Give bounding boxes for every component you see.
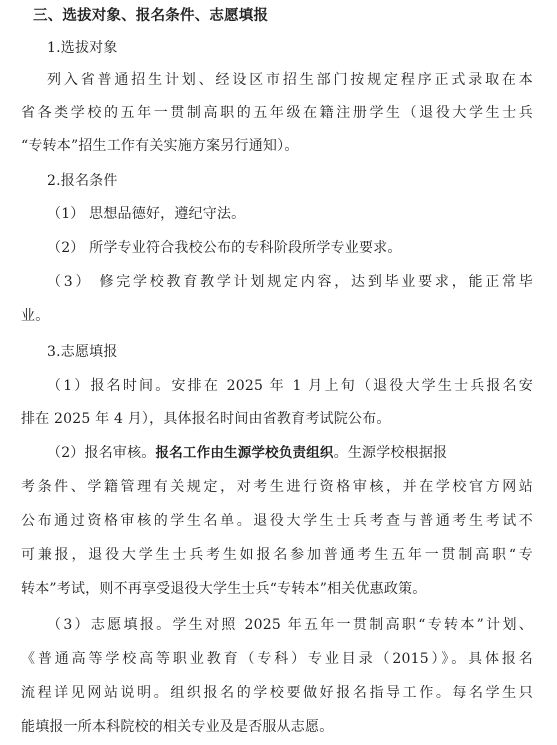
paragraph-line: 能填报一所本科院校的相关专业及是否服从志愿。 xyxy=(21,719,334,735)
section-heading: 三、选拔对象、报名条件、志愿填报 xyxy=(33,8,269,24)
subsection-title-2: 2.报名条件 xyxy=(47,173,118,189)
paragraph-line: 公布通过资格审核的学生名单。退役大学生士兵考查与普通考生考试不 xyxy=(21,513,533,529)
condition-item-1: （1） 思想品德好，遵纪守法。 xyxy=(47,206,246,222)
review-bold-text: 报名工作由生源学校负责组织 xyxy=(155,445,334,461)
subsection-title-3: 3.志愿填报 xyxy=(47,344,118,360)
subsection-title-1: 1.选拔对象 xyxy=(47,40,118,56)
paragraph-line: 可兼报，退役大学生士兵考生如报名参加普通考生五年一贯制高职“专 xyxy=(21,547,533,563)
paragraph-line: 考条件、学籍管理有关规定，对考生进行资格审核，并在学校官方网站 xyxy=(21,479,533,495)
paragraph-line: （3）志愿填报。学生对照 2025 年五年一贯制高职“专转本”计划、 xyxy=(47,617,533,633)
paragraph-line-mixed xyxy=(47,443,533,463)
condition-item-3: （3） 修完学校教育教学计划规定内容，达到毕业要求，能正常毕 xyxy=(47,274,533,290)
paragraph-line: 省各类学校的五年一贯制高职的五年级在籍注册学生（退役大学生士兵 xyxy=(21,105,533,121)
condition-item-3-continuation: 业。 xyxy=(21,308,50,324)
paragraph-line: 列入省普通招生计划、经设区市招生部门按规定程序正式录取在本 xyxy=(47,72,533,88)
paragraph-line: 排在 2025 年 4 月），具体报名时间由省教育考试院公布。 xyxy=(21,411,391,427)
review-prefix: （2）报名审核。 xyxy=(47,445,156,461)
paragraph-line: 转本”考试，则不再享受退役大学生士兵“专转本”相关优惠政策。 xyxy=(21,581,427,597)
review-suffix: 。生源学校根据报 xyxy=(333,445,448,461)
paragraph-line: 《普通高等学校高等职业教育（专科）专业目录（2015）》。具体报名 xyxy=(21,651,533,667)
paragraph-line: “专转本”招生工作有关实施方案另行通知）。 xyxy=(21,138,299,154)
paragraph-line: 流程详见网站说明。组织报名的学校要做好报名指导工作。每名学生只 xyxy=(21,685,533,701)
condition-item-2: （2） 所学专业符合我校公布的专科阶段所学专业要求。 xyxy=(47,240,402,256)
paragraph-line: （1）报名时间。安排在 2025 年 1 月上旬（退役大学生士兵报名安 xyxy=(47,378,533,394)
